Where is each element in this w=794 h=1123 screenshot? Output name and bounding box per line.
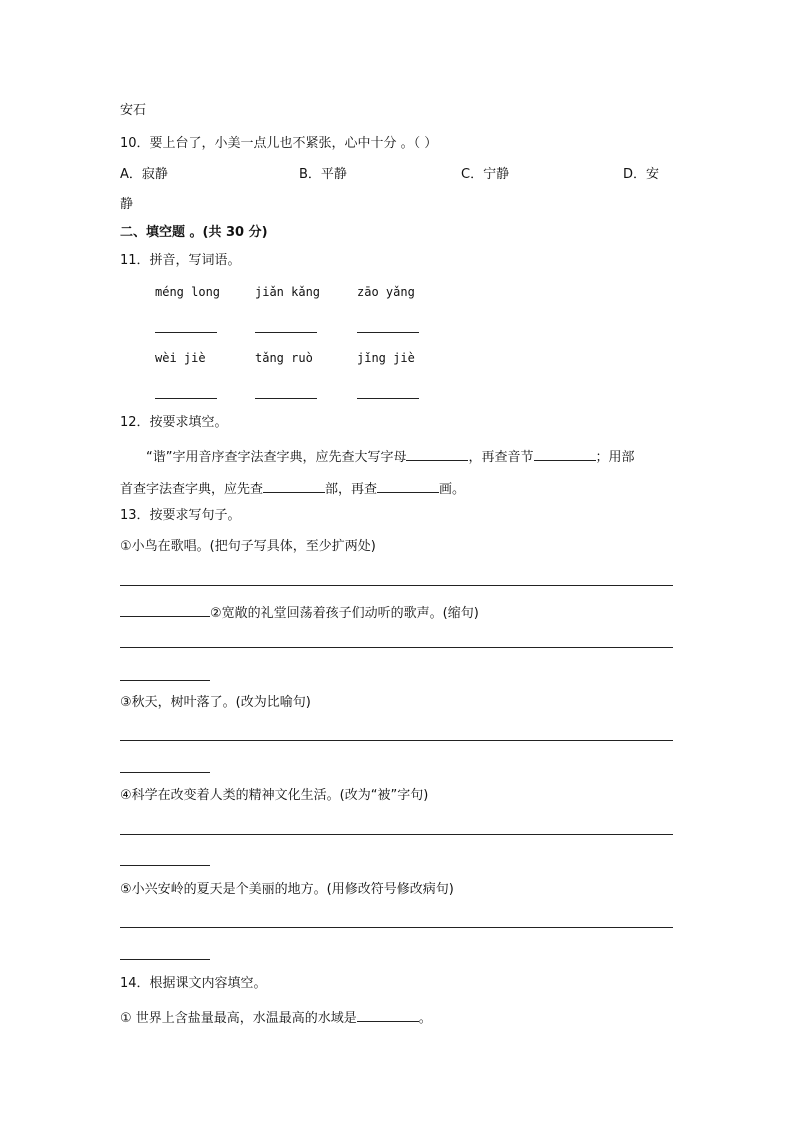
answer-blank-1[interactable]: [155, 332, 217, 333]
q10-option-d-wrap: 静: [120, 197, 134, 212]
q12-line-1: [146, 447, 635, 464]
pinyin-6: jǐng jiè: [357, 351, 415, 365]
answer-blank-2[interactable]: [255, 332, 317, 333]
q13-sentence-3: ③秋天，树叶落了。(改为比喻句): [120, 695, 311, 710]
q12-text-a: “谐”字用音序查字法查字典，应先查大写字母: [146, 450, 407, 465]
pinyin-3: zāo yǎng: [357, 285, 415, 299]
q14-text-b: 。: [418, 1011, 432, 1026]
q12-blank-radical[interactable]: [263, 479, 325, 493]
question-12-stem: 12．按要求填空。: [120, 415, 228, 430]
q13-answer-line-2[interactable]: [120, 647, 673, 648]
q10-option-d: D．安: [623, 167, 660, 182]
q13-sentence-5: ⑤小兴安岭的夏天是个美丽的地方。(用修改符号修改病句): [120, 882, 454, 897]
section-title-fill-in: 二、填空题 。(共 30 分): [120, 225, 268, 240]
question-14-stem: 14．根据课文内容填空。: [120, 976, 267, 991]
q13-answer-tail-3[interactable]: [120, 772, 210, 773]
pinyin-1: méng long: [155, 285, 221, 299]
q12-blank-strokes[interactable]: [377, 479, 439, 493]
q10-option-a: A．寂静: [120, 167, 168, 182]
q12-blank-letter[interactable]: [406, 447, 468, 461]
q12-text-f: 画。: [439, 482, 466, 497]
q13-answer-tail-4[interactable]: [120, 865, 210, 866]
question-10-stem: 10．要上台了，小美一点儿也不紧张，心中十分 。（ ）: [120, 136, 438, 151]
q13-answer-tail-1[interactable]: [120, 603, 210, 617]
q13-sentence-2: ②宽敞的礼堂回荡着孩子们动听的歌声。(缩句): [210, 606, 479, 621]
q13-sentence-4: ④科学在改变着人类的精神文化生活。(改为“被”字句): [120, 788, 429, 803]
q12-blank-syllable[interactable]: [534, 447, 596, 461]
q12-text-b: ，再查音节: [468, 450, 534, 465]
pinyin-2: jiǎn kǎng: [255, 285, 321, 299]
answer-blank-4[interactable]: [155, 398, 217, 399]
pinyin-4: wèi jiè: [155, 351, 206, 365]
q10-option-b: B．平静: [299, 167, 347, 182]
answer-blank-6[interactable]: [357, 398, 419, 399]
q13-answer-line-1[interactable]: [120, 585, 673, 586]
q13-answer-line-4[interactable]: [120, 834, 673, 835]
q14-blank-water[interactable]: [357, 1008, 419, 1022]
q13-answer-tail-2[interactable]: [120, 680, 210, 681]
q13-answer-line-5[interactable]: [120, 927, 673, 928]
q10-option-c: C．宁静: [461, 167, 510, 182]
q12-line-2: [120, 479, 465, 496]
q13-answer-tail-5[interactable]: [120, 959, 210, 960]
previous-answer-tail: 安石: [120, 103, 147, 118]
q13-sentence-1: ①小鸟在歌唱。(把句子写具体，至少扩两处): [120, 539, 376, 554]
question-13-stem: 13．按要求写句子。: [120, 508, 241, 523]
pinyin-5: tǎng ruò: [255, 351, 313, 365]
question-11-stem: 11．拼音，写词语。: [120, 253, 241, 268]
q13-line-2: [120, 603, 479, 620]
q12-text-d: 首查字法查字典，应先查: [120, 482, 264, 497]
q14-text-a: ① 世界上含盐量最高，水温最高的水域是: [120, 1011, 357, 1026]
answer-blank-5[interactable]: [255, 398, 317, 399]
q12-text-e: 部，再查: [325, 482, 378, 497]
q14-sentence-1: [120, 1008, 432, 1025]
q12-text-c: ；用部: [595, 450, 635, 465]
q13-answer-line-3[interactable]: [120, 740, 673, 741]
answer-blank-3[interactable]: [357, 332, 419, 333]
